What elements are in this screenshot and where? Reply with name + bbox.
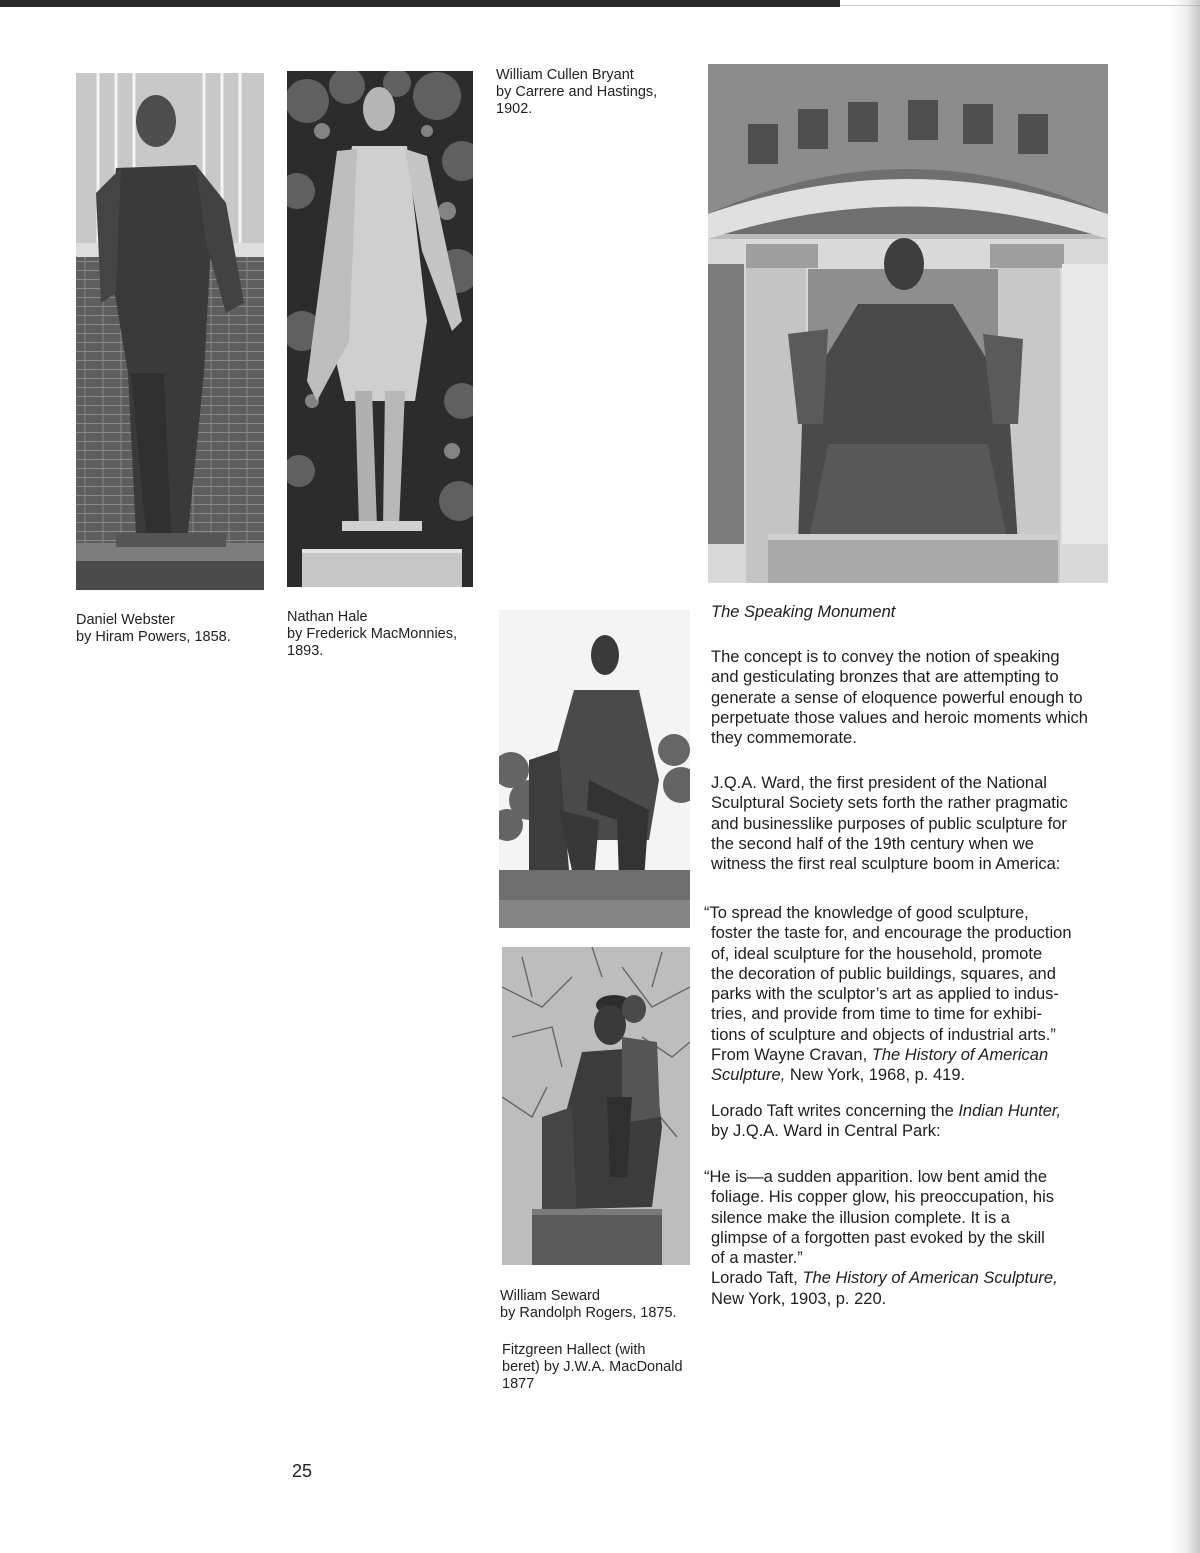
caption-line: 1902. — [496, 101, 533, 117]
caption-line: 1877 — [502, 1376, 535, 1392]
caption-line: Daniel Webster — [76, 612, 175, 628]
text-line: perpetuate those values and heroic moments which — [711, 708, 1088, 727]
text-line: the second half of the 19th century when we — [711, 834, 1034, 853]
william-seward-statue-image — [499, 610, 690, 928]
text-line: of a master.” — [711, 1249, 803, 1268]
caption-line: by Randolph Rogers, 1875. — [500, 1305, 677, 1321]
text-line: “He is—a sudden apparition. low bent amid the — [704, 1168, 1048, 1186]
text-line: glimpse of a forgotten past evoked by the skill — [711, 1228, 1045, 1247]
top-edge-line — [840, 5, 1200, 6]
caption-line: William Seward — [500, 1288, 600, 1304]
page-edge-shadow — [1170, 0, 1200, 1553]
text-line: generate a sense of eloquence powerful enough to — [711, 688, 1083, 707]
caption-line: Fitzgreen Hallect (with — [502, 1342, 646, 1358]
daniel-webster-statue-image — [76, 73, 264, 590]
bryant-monument-image — [708, 64, 1108, 583]
citation-prefix: Lorado Taft, — [711, 1269, 803, 1288]
photo-daniel-webster — [76, 73, 264, 590]
citation-title-cont: Sculpture, — [711, 1066, 786, 1085]
page-number: 25 — [292, 1461, 313, 1481]
citation-title: The History of American Sculpture, — [802, 1269, 1058, 1288]
text-line: foliage. His copper glow, his preoccupation, his — [711, 1188, 1055, 1207]
caption-line: beret) by J.W.A. MacDonald — [502, 1359, 683, 1375]
citation-taft — [704, 1268, 1058, 1288]
quote-taft-indian-hunter — [704, 1167, 1058, 1309]
paragraph-taft — [711, 1101, 1061, 1142]
text-line: foster the taste for, and encourage the production — [711, 924, 1072, 943]
photo-fitzgreen-hallect — [502, 947, 690, 1265]
text-line: Sculptural Society sets forth the rather pragmatic — [711, 794, 1068, 813]
caption-line: William Cullen Bryant — [496, 67, 634, 83]
fitzgreen-hallect-statue-image — [502, 947, 690, 1265]
text-line: and businesslike purposes of public sculpture for — [711, 814, 1067, 833]
photo-william-seward — [499, 610, 690, 928]
caption-line: 1893. — [287, 643, 324, 659]
taft-prefix: Lorado Taft writes concerning the — [711, 1102, 959, 1120]
photo-nathan-hale — [287, 71, 473, 587]
text-line: The concept is to convey the notion of speaking — [711, 648, 1060, 666]
text-line: witness the first real sculpture boom in America: — [711, 855, 1061, 874]
article-heading: The Speaking Monument — [711, 603, 896, 621]
caption-line: Nathan Hale — [287, 609, 368, 625]
caption-line: by Hiram Powers, 1858. — [76, 629, 231, 645]
paragraph-ward — [711, 773, 1068, 874]
text-line: silence make the illusion complete. It is a — [711, 1208, 1010, 1227]
text-line: parks with the sculptor’s art as applied to indus- — [711, 985, 1059, 1004]
text-line: the decoration of public buildings, squares, and — [711, 964, 1056, 983]
citation-prefix: From Wayne Cravan, — [711, 1046, 872, 1065]
caption-daniel-webster — [76, 612, 231, 646]
caption-line: by Carrere and Hastings, — [496, 84, 658, 100]
citation-taft-cont: New York, 1903, p. 220. — [711, 1289, 887, 1308]
text-line: by J.Q.A. Ward in Central Park: — [711, 1122, 941, 1141]
photo-bryant-monument — [708, 64, 1108, 583]
text-line: and gesticulating bronzes that are attempting to — [711, 668, 1059, 687]
text-line — [711, 1101, 1061, 1121]
text-line: “To spread the knowledge of good sculpture, — [704, 904, 1029, 922]
caption-william-cullen-bryant — [496, 67, 657, 118]
quote-ward-purposes — [704, 903, 1072, 1086]
text-line: tions of sculpture and objects of industrial arts.” — [711, 1025, 1056, 1044]
text-line: tries, and provide from time to time for exhibi- — [711, 1005, 1043, 1024]
citation-title: The History of American — [871, 1046, 1049, 1065]
nathan-hale-statue-image — [287, 71, 473, 587]
indian-hunter-title: Indian Hunter, — [958, 1102, 1062, 1120]
caption-william-seward — [500, 1288, 677, 1322]
text-line: of, ideal sculpture for the household, promote — [711, 944, 1043, 963]
citation-suffix: New York, 1968, p. 419. — [785, 1066, 966, 1085]
citation-cravan — [704, 1045, 1072, 1065]
text-line: they commemorate. — [711, 729, 857, 748]
text-line: J.Q.A. Ward, the first president of the National — [711, 774, 1047, 792]
caption-line: by Frederick MacMonnies, — [287, 626, 458, 642]
caption-nathan-hale — [287, 609, 457, 660]
citation-cravan-cont — [704, 1065, 1072, 1085]
top-edge-bar — [0, 0, 840, 7]
paragraph-concept — [711, 647, 1088, 748]
caption-fitzgreen-hallect — [502, 1342, 683, 1393]
